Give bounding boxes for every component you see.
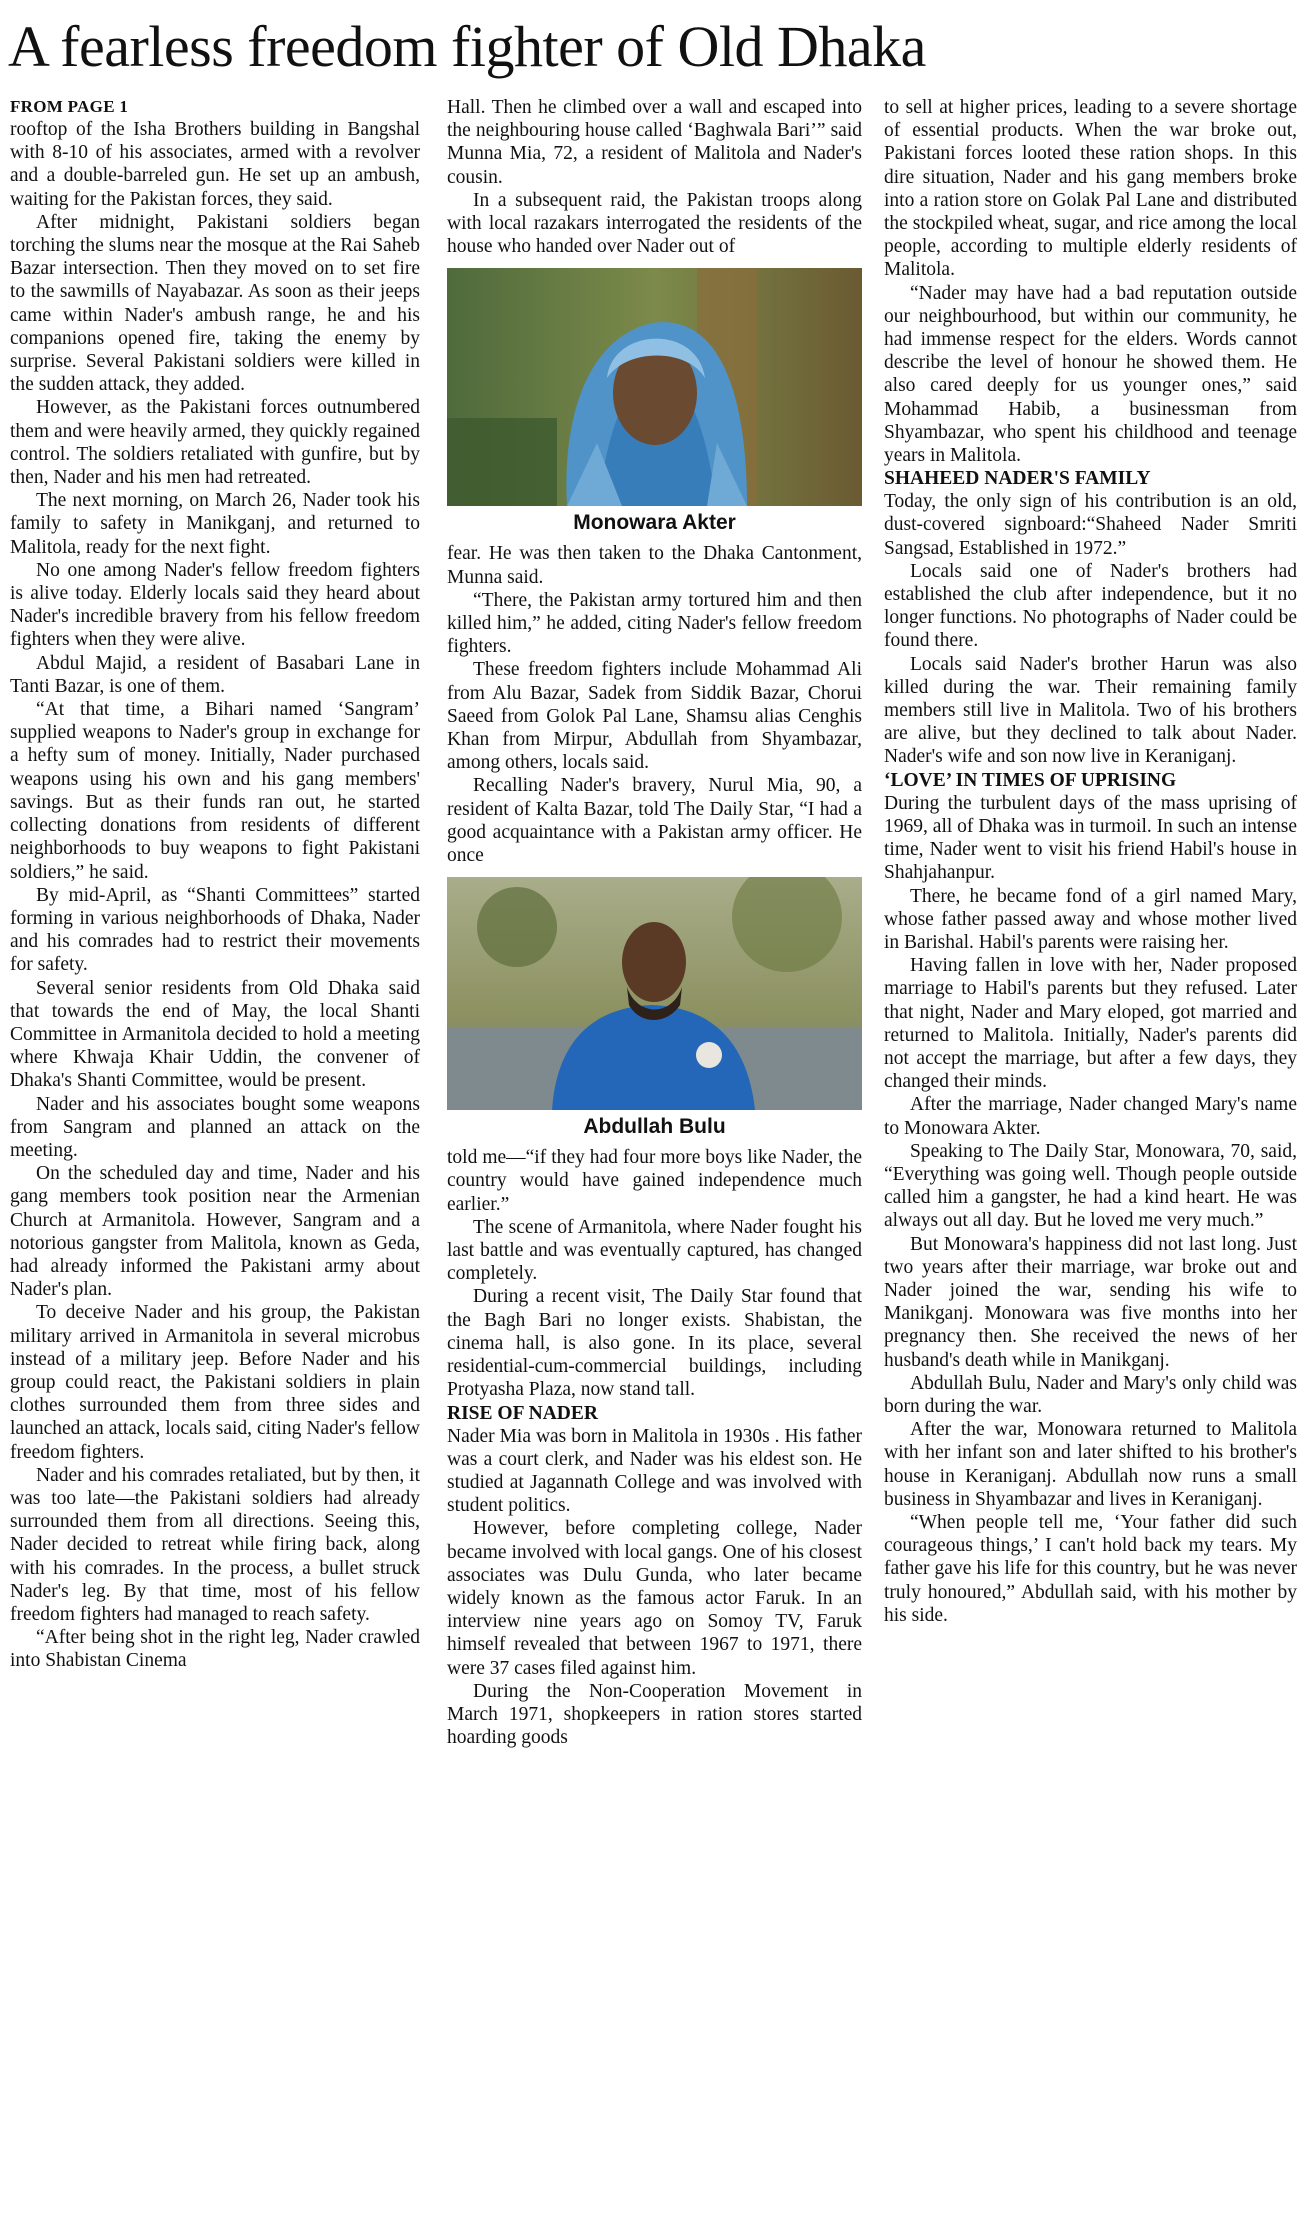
monowara-portrait-image [447,268,862,506]
col3-family-paragraphs [884,490,1297,768]
col3-top-paragraphs [884,96,1297,467]
paragraph: The next morning, on March 26, Nader took his family to safety in Manikganj, and returned to Malitola, ready for the next fight. [10,490,420,558]
paragraph: fear. He was then taken to the Dhaka Cantonment, Munna said. [447,543,862,588]
paragraph: Nader and his comrades retaliated, but by then, it was too late—the Pakistani soldiers had already surrounded them from all directions. Seeing this, Nader decided to retreat while firing back, along with his comrades. In the process, a bullet struck Nader's leg. By that time, most of his fellow freedom fighters had managed to reach safety. [10,1464,420,1625]
paragraph: “At that time, a Bihari named ‘Sangram’ supplied weapons to Nader's group in exchange for a hefty sum of money. Initially, Nader purchased weapons using his own and his gang members' savings. But as their funds ran out, he started collecting donations from residents of different neighborhoods to buy weapons to fight Pakistani soldiers,” he said. [10,699,420,883]
subhead-shaheed-naders-family: SHAHEED NADER'S FAMILY [884,468,1151,490]
paragraph: After the war, Monowara returned to Malitola with her infant son and later shifted to his brother's house in Keraniganj. Abdullah now runs a small business in Shyambazar and lives in Keraniganj. [884,1419,1297,1510]
col3-love-paragraphs [884,792,1297,1627]
subhead-rise-of-nader: RISE OF NADER [447,1402,598,1424]
paragraph: Having fallen in love with her, Nader proposed marriage to Habil's parents but they refused. Later that night, Nader and Mary eloped, got married and returned to Malitola. Initially, Nader's parents did not accept the marriage, but after a few days, they changed their minds. [884,955,1297,1093]
paragraph: told me—“if they had four more boys like Nader, the country would have gained independence much earlier.” [447,1147,862,1215]
paragraph: Abdullah Bulu, Nader and Mary's only child was born during the war. [884,1372,1297,1417]
headline: A fearless freedom fighter of Old Dhaka [8,14,926,79]
paragraph: Several senior residents from Old Dhaka said that towards the end of May, the local Shanti Committee in Armanitola decided to hold a meeting where Khwaja Khair Uddin, the convener of Dhaka's Shanti Committee, would be present. [10,977,420,1092]
paragraph: However, before completing college, Nader became involved with local gangs. One of his closest associates was Dulu Gunda, who later became widely known as the famous actor Faruk. In an interview nine years ago on Somoy TV, Faruk himself revealed that between 1967 to 1971, there were 37 cases filed against him. [447,1518,862,1679]
paragraph: “After being shot in the right leg, Nader crawled into Shabistan Cinema [10,1627,420,1672]
paragraph: Today, the only sign of his contribution is an old, dust-covered signboard:“Shaheed Nader Smriti Sangsad, Established in 1972.” [884,491,1297,559]
paragraph: During a recent visit, The Daily Star found that the Bagh Bari no longer exists. Shabistan, the cinema hall, is also gone. In its place, several residential-cum-commercial buildings, including Protyasha Plaza, now stand tall. [447,1286,862,1401]
article-column-3 [884,96,1297,1627]
col2-bottom-paragraphs [447,1146,862,1401]
paragraph: After midnight, Pakistani soldiers began torching the slums near the mosque at the Rai Saheb Bazar intersection. Then they moved on to set fire to the sawmills of Nayabazar. As soon as their jeeps came within Nader's ambush range, he and his companions opened fire, taking the enemy by surprise. Several Pakistani soldiers were killed in the sudden attack, they added. [10,211,420,396]
paragraph: “There, the Pakistan army tortured him and then killed him,” he added, citing Nader's fellow freedom fighters. [447,589,862,658]
article-column-1 [10,96,420,1673]
paragraph: to sell at higher prices, leading to a severe shortage of essential products. When the war broke out, Pakistani forces looted these ration shops. In this dire situation, Nader and his gang members broke into a ration store on Golak Pal Lane and distributed the stockpiled wheat, sugar, and rice among the local people, according to multiple elderly residents of Malitola. [884,97,1297,281]
paragraph: Nader Mia was born in Malitola in 1930s . His father was a court clerk, and Nader was his eldest son. He studied at Jagannath College and was involved with student politics. [447,1425,862,1517]
subhead-love-in-times-of-uprising: ‘LOVE’ IN TIMES OF UPRISING [884,769,1177,791]
col2-top-paragraphs [447,96,862,258]
paragraph: rooftop of the Isha Brothers building in Bangshal with 8-10 of his associates, armed with a revolver and a double-barreled gun. He set up an ambush, waiting for the Pakistan forces, they said. [10,119,420,210]
paragraph: However, as the Pakistani forces outnumbered them and were heavily armed, they quickly regained control. The soldiers retaliated with gunfire, but by then, Nader and his men had retreated. [10,397,420,489]
paragraph: There, he became fond of a girl named Mary, whose father passed away and whose mother lived in Barishal. Habil's parents were raising her. [884,885,1297,953]
col2-rise-paragraphs [447,1425,862,1750]
paragraph: But Monowara's happiness did not last long. Just two years after their marriage, war broke out and Nader joined the war, sending his wife to Manikganj. Monowara was five months into her pregnancy then. She received the news of her husband's death while in Manikganj. [884,1233,1297,1371]
paragraph: Locals said one of Nader's brothers had established the club after independence, but it no longer functions. No photographs of Nader could be found there. [884,560,1297,652]
photo-caption-monowara: Monowara Akter [573,511,736,535]
kicker-from-page-1: FROM PAGE 1 [10,97,129,116]
col1-paragraphs [10,118,420,1673]
col2-mid-paragraphs [447,542,862,867]
paragraph: To deceive Nader and his group, the Pakistan military arrived in Armanitola in several microbus instead of a military jeep. Before Nader and his group could react, the Pakistani soldiers in plain clothes surrounded them from three sides and launched an attack, locals said, citing Nader's fellow freedom fighters. [10,1302,420,1463]
paragraph: Nader and his associates bought some weapons from Sangram and planned an attack on the meeting. [10,1093,420,1161]
paragraph: After the marriage, Nader changed Mary's name to Monowara Akter. [884,1094,1297,1139]
paragraph: Recalling Nader's bravery, Nurul Mia, 90, a resident of Kalta Bazar, told The Daily Star, “I had a good acquaintance with a Pakistan army officer. He once [447,775,862,867]
abdullah-portrait-image [447,877,862,1110]
paragraph: The scene of Armanitola, where Nader fought his last battle and was eventually captured, has changed completely. [447,1216,862,1285]
paragraph: “Nader may have had a bad reputation outside our neighbourhood, but within our community, he had immense respect for the elders. Words cannot describe the level of honour he showed them. He also cared deeply for us younger ones,” said Mohammad Habib, a businessman from Shyambazar, who spent his childhood and teenage years in Malitola. [884,282,1297,467]
paragraph: During the turbulent days of the mass uprising of 1969, all of Dhaka was in turmoil. In such an intense time, Nader went to visit his friend Habil's house in Shahjahanpur. [884,792,1297,884]
photo-caption-abdullah: Abdullah Bulu [583,1115,726,1139]
paragraph: These freedom fighters include Mohammad Ali from Alu Bazar, Sadek from Siddik Bazar, Chorui Saeed from Golok Pal Lane, Shamsu alias Cenghis Khan from Mirpur, Abdullah from Shyambazar, among others, locals said. [447,659,862,774]
paragraph: On the scheduled day and time, Nader and his gang members took position near the Armenian Church at Armanitola. However, Sangram and a notorious gangster from Malitola, known as Geda, had already informed the Pakistani army about Nader's plan. [10,1163,420,1301]
paragraph: Speaking to The Daily Star, Monowara, 70, said, “Everything was going well. Though people outside called him a gangster, he had a kind heart. He was always out all day. But he loved me very much.” [884,1140,1297,1232]
article-column-2 [447,96,862,1749]
photo-abdullah-bulu [447,877,862,1140]
photo-monowara-akter [447,268,862,536]
paragraph: Locals said Nader's brother Harun was also killed during the war. Their remaining family members still live in Malitola. Two of his brothers are alive, but they declined to talk about Nader. Nader's wife and son now live in Keraniganj. [884,653,1297,768]
paragraph: Hall. Then he climbed over a wall and escaped into the neighbouring house called ‘Baghwala Bari’” said Munna Mia, 72, a resident of Malitola and Nader's cousin. [447,97,862,188]
paragraph: Abdul Majid, a resident of Basabari Lane in Tanti Bazar, is one of them. [10,652,420,697]
paragraph: No one among Nader's fellow freedom fighters is alive today. Elderly locals said they heard about Nader's incredible bravery from his fellow freedom fighters when they were alive. [10,559,420,651]
paragraph: In a subsequent raid, the Pakistan troops along with local razakars interrogated the residents of the house who handed over Nader out of [447,189,862,258]
paragraph: By mid-April, as “Shanti Committees” started forming in various neighborhoods of Dhaka, Nader and his comrades had to restrict their movements for safety. [10,884,420,976]
paragraph: During the Non-Cooperation Movement in March 1971, shopkeepers in ration stores started hoarding goods [447,1680,862,1749]
paragraph: “When people tell me, ‘Your father did such courageous things,’ I can't hold back my tears. My father gave his life for this country, but he was never truly honoured,” Abdullah said, with his mother by his side. [884,1511,1297,1626]
